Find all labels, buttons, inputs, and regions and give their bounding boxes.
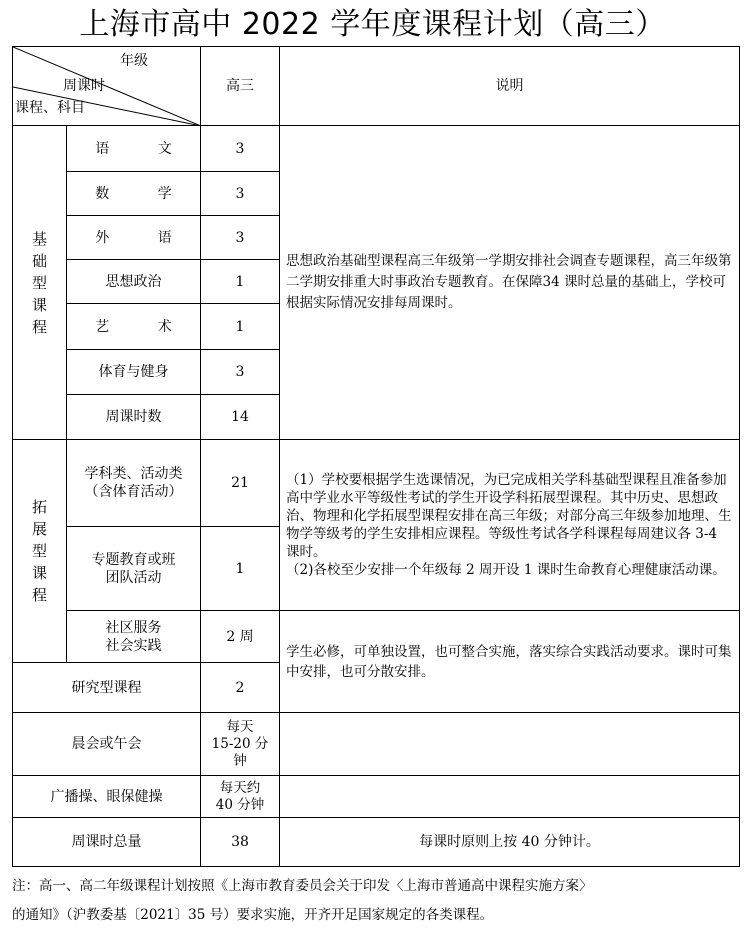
extended-course-note [280, 440, 740, 611]
hours-academic-activity: 21 [201, 440, 280, 527]
subject-thematic-education: 专题教育或班 团队活动 [67, 527, 201, 611]
subject-math: 数 学 [67, 172, 201, 216]
header-grade-column: 高三 [201, 47, 280, 126]
total-note: 每课时原则上按 40 分钟计。 [280, 818, 740, 867]
hours-art: 1 [201, 304, 280, 350]
header-grade-label: 年级 [120, 53, 148, 69]
category-extended [13, 440, 67, 663]
table-row [13, 776, 740, 818]
hours-politics: 1 [201, 260, 280, 304]
subject-total: 周课时总量 [13, 818, 201, 867]
page-title: 上海市高中 2022 学年度课程计划（高三） [79, 7, 666, 42]
basic-course-note: 思想政治基础型课程高三年级第一学期安排社会调查专题课程，高三年级第二学期安排重大时事政治专题教育。在保障34 课时总量的基础上，学校可根据实际情况安排每周课时。 [280, 126, 740, 440]
header-hours-label: 周课时 [63, 78, 105, 94]
hours-thematic-education: 1 [201, 527, 280, 611]
hours-morning-meeting: 每天 15-20 分 钟 [201, 713, 280, 776]
extended-note-2: （2)各校至少安排一个年级每 2 周开设 1 课时生命教育心理健康活动课。 [286, 562, 726, 578]
practice-note: 学生必修，可单独设置，也可整合实施，落实综合实践活动要求。课时可集中安排，也可分散安排。 [280, 611, 740, 713]
table-row [13, 818, 740, 867]
hours-total: 38 [201, 818, 280, 867]
hours-exercise: 每天约 40 分钟 [201, 776, 280, 818]
subject-chinese: 语 文 [67, 126, 201, 172]
hours-math: 3 [201, 172, 280, 216]
category-basic [13, 126, 67, 440]
table-row [13, 440, 740, 527]
subject-morning-meeting: 晨会或午会 [13, 713, 201, 776]
hours-weekly-basic: 14 [201, 395, 280, 440]
footnote-line-2: 的通知》（沪教委基〔2021〕35 号）要求实施，开齐开足国家规定的各类课程。 [12, 907, 494, 923]
subject-research: 研究型课程 [13, 663, 201, 713]
footnote-line-1: 注：高一、高二年级课程计划按照《上海市教育委员会关于印发〈上海市普通高中课程实施方案〉 [12, 878, 593, 894]
subject-foreign-language: 外 语 [67, 216, 201, 260]
subject-politics: 思想政治 [67, 260, 201, 304]
header-description-column: 说明 [280, 47, 740, 126]
table-row [13, 611, 740, 663]
hours-community-service: 2 周 [201, 611, 280, 663]
morning-note-empty [280, 713, 740, 776]
header-row [13, 47, 740, 126]
subject-community-service: 社区服务 社会实践 [67, 611, 201, 663]
footnote [12, 872, 739, 930]
header-subject-label: 课程、科目 [15, 100, 85, 116]
course-plan-table [12, 46, 740, 867]
hours-pe: 3 [201, 350, 280, 395]
extended-note-1: （1）学校要根据学生选课情况，为已完成相关学科基础型课程且准备参加高中学业水平等级性考试的学生开设学科拓展型课程。其中历史、思想政治、物理和化学拓展型课程安排在高三年级；对部分高三年级参加地理、生物学等级考的学生安排相应课程。等级性考试各学科课程每周建议各 3-4 课时。 [286, 472, 732, 560]
subject-weekly-hours: 周课时数 [67, 395, 201, 440]
exercise-note-empty [280, 776, 740, 818]
category-extended-label: 拓展型课程 [31, 498, 47, 604]
table-row [13, 126, 740, 172]
subject-academic-activity: 学科类、活动类 （含体育活动） [67, 440, 201, 527]
table-row [13, 713, 740, 776]
diagonal-header-cell [13, 47, 201, 126]
category-basic-label: 基础型课程 [31, 229, 47, 336]
hours-foreign-language: 3 [201, 216, 280, 260]
hours-chinese: 3 [201, 126, 280, 172]
subject-pe: 体育与健身 [67, 350, 201, 395]
subject-art: 艺 术 [67, 304, 201, 350]
hours-research: 2 [201, 663, 280, 713]
subject-exercise: 广播操、眼保健操 [13, 776, 201, 818]
